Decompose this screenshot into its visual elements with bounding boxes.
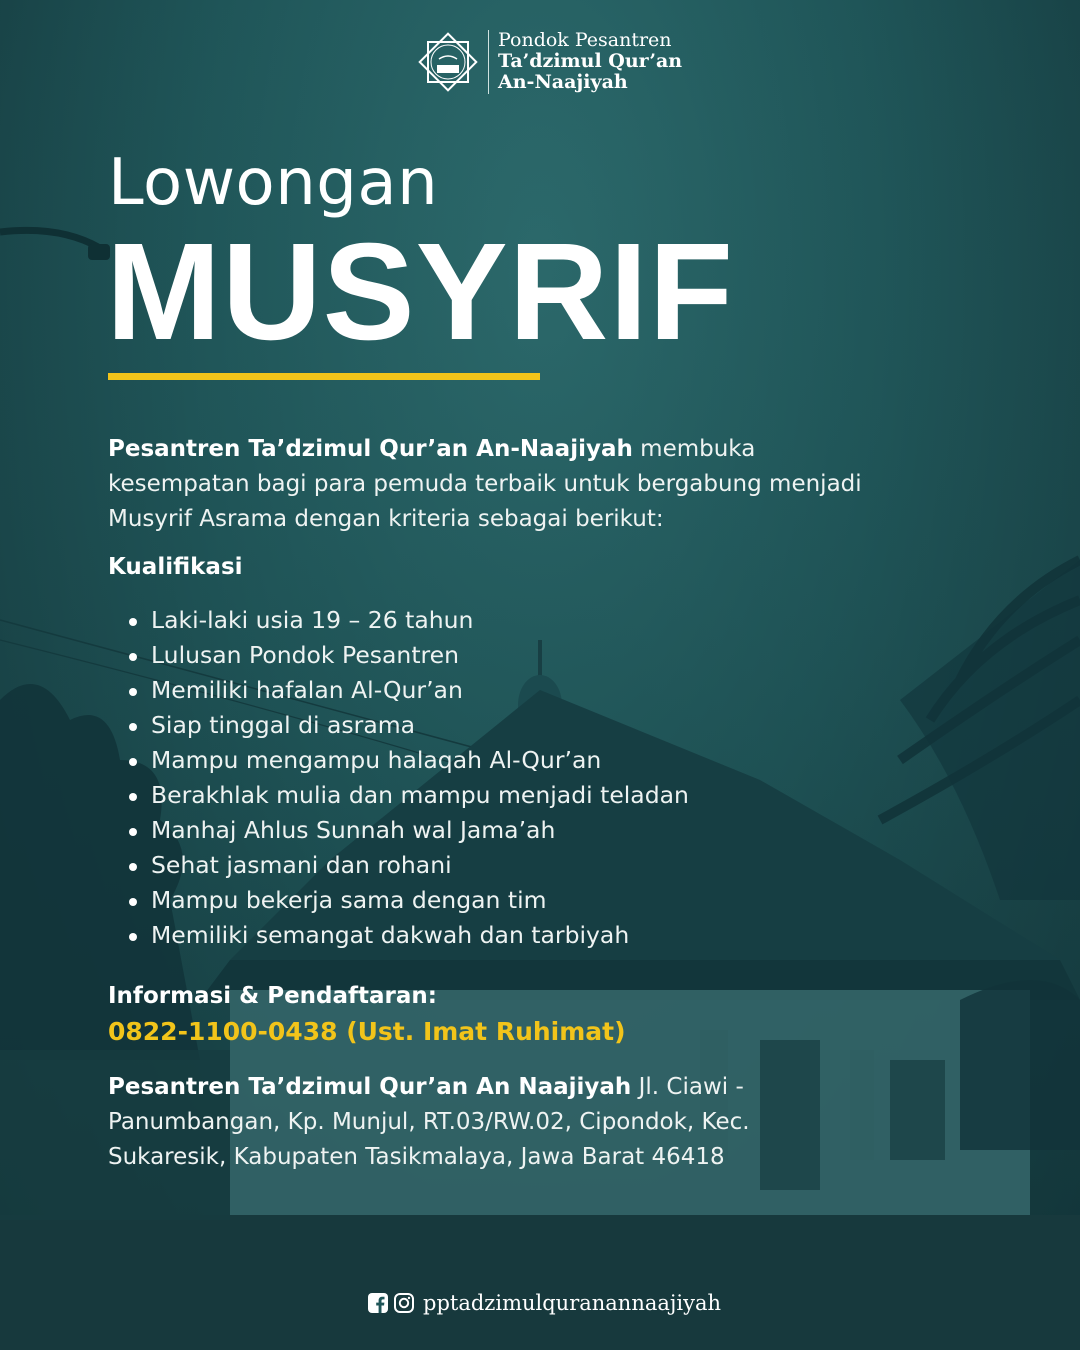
logo-line-3: An-Naajiyah [498, 71, 628, 93]
logo-line-2: Ta’dzimul Qur’an [498, 50, 683, 72]
list-item: Mampu bekerja sama dengan tim [108, 883, 689, 918]
contact-phone[interactable]: 0822-1100-0438 (Ust. Imat Ruhimat) [108, 1017, 626, 1046]
list-item: Berakhlak mulia dan mampu menjadi teladan [108, 778, 689, 813]
social-handle[interactable]: pptadzimulquranannaajiyah [423, 1291, 722, 1315]
list-item: Siap tinggal di asrama [108, 708, 689, 743]
list-item: Manhaj Ahlus Sunnah wal Jama’ah [108, 813, 689, 848]
logo-line-1: Pondok Pesantren [498, 29, 672, 51]
accent-underline [108, 373, 540, 380]
list-item: Laki-laki usia 19 – 26 tahun [108, 603, 689, 638]
address-text: Jl. Ciawi - Panumbangan, Kp. Munjul, RT.03/RW.02, Cipondok, Kec. Sukaresik, Kabupaten Tasikmalaya, Jawa Barat 46418 [108, 1074, 750, 1170]
octagram-emblem-icon [417, 31, 479, 93]
intro-paragraph [108, 432, 868, 537]
facebook-icon[interactable] [367, 1292, 389, 1314]
qualifications-title: Kualifikasi [108, 554, 243, 580]
list-item: Memiliki hafalan Al-Qur’an [108, 673, 689, 708]
intro-org-name: Pesantren Ta’dzimul Qur’an An-Naajiyah [108, 436, 633, 462]
instagram-icon[interactable] [393, 1292, 415, 1314]
list-item: Mampu mengampu halaqah Al-Qur’an [108, 743, 689, 778]
logo-text [498, 30, 682, 93]
headline-musyrif: MUSYRIF [106, 215, 734, 369]
logo-divider [488, 30, 489, 94]
address-paragraph [108, 1070, 808, 1175]
address-org-name: Pesantren Ta’dzimul Qur’an An Naajiyah [108, 1074, 632, 1100]
list-item: Memiliki semangat dakwah dan tarbiyah [108, 918, 689, 953]
list-item: Lulusan Pondok Pesantren [108, 638, 689, 673]
social-footer [367, 1290, 721, 1316]
headline-lowongan: Lowongan [108, 146, 439, 220]
intro-text: membuka kesempatan bagi para pemuda terbaik untuk bergabung menjadi Musyrif Asrama dengan kriteria sebagai berikut: [108, 436, 862, 532]
qualifications-list [108, 603, 689, 953]
info-title: Informasi & Pendaftaran: [108, 983, 437, 1009]
list-item: Sehat jasmani dan rohani [108, 848, 689, 883]
